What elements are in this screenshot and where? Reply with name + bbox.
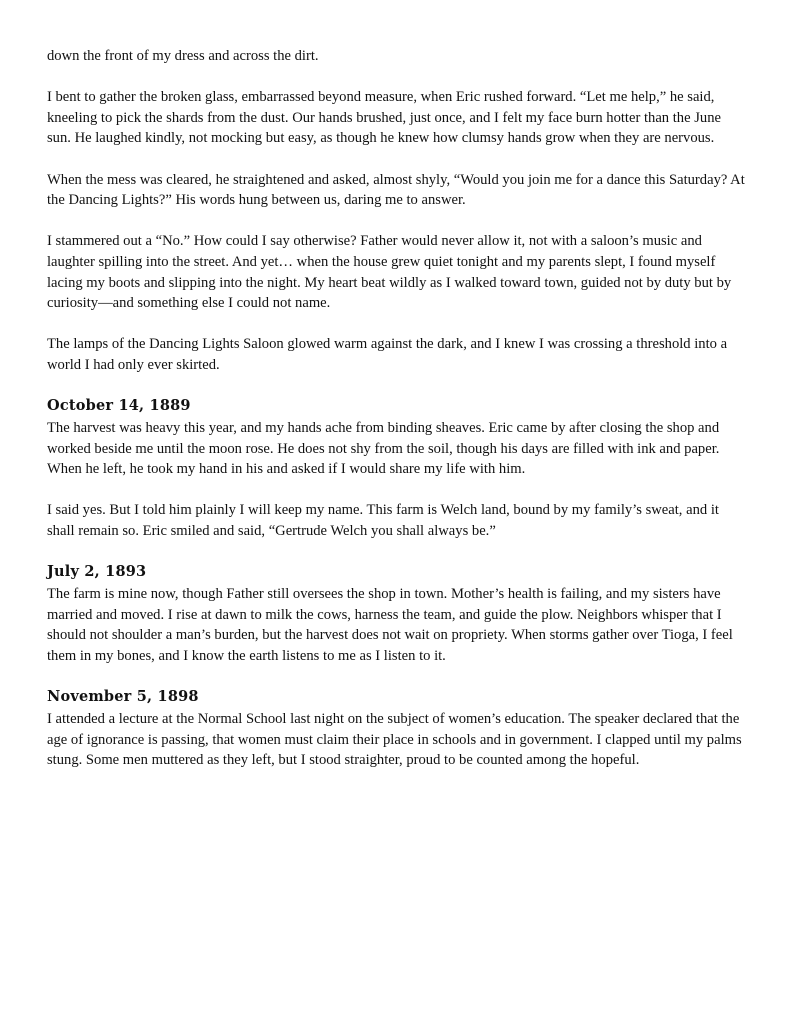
paragraph: I said yes. But I told him plainly I will keep my name. This farm is Welch land, bound by my family’s sweat, and it shall remain so. Eric smiled and said, “Gertrude Welch you shall always be.” — [47, 502, 719, 540]
journal-entry — [47, 396, 747, 542]
entry-date-heading: November 5, 1898 — [47, 688, 199, 706]
paragraph: When the mess was cleared, he straightened and asked, almost shyly, “Would you join me for a dance this Saturday? At the Dancing Lights?” His words hung between us, daring me to answer. — [47, 171, 745, 209]
paragraph: I bent to gather the broken glass, embarrassed beyond measure, when Eric rushed forward. “Let me help,” he said, kneeling to pick the shards from the dust. Our hands brushed, just once, and I felt my face burn hotter than the June sun. He laughed kindly, not mocking but easy, as though he knew how clumsy hands grow when they are nervous. — [47, 89, 721, 147]
journal-entry — [47, 562, 747, 666]
paragraph: The harvest was heavy this year, and my hands ache from binding sheaves. Eric came by after closing the shop and worked beside me until the moon rose. He does not shy from the soil, though his days are filled with ink and paper. When he left, he took my hand in his and asked if I would share my life with him. — [47, 420, 720, 478]
paragraph: down the front of my dress and across the dirt. — [47, 48, 319, 64]
document-page — [47, 46, 747, 792]
journal-entry — [47, 687, 747, 771]
paragraph: The farm is mine now, though Father still oversees the shop in town. Mother’s health is failing, and my sisters have married and moved. I rise at dawn to milk the cows, harness the team, and guide the plow. Neighbors whisper that I should not shoulder a man’s burden, but the harvest does not wait on propriety. When storms gather over Tioga, I feel them in my bones, and I know the earth listens to me as I listen to it. — [47, 586, 733, 665]
entry-date-heading: October 14, 1889 — [47, 397, 191, 415]
paragraph: The lamps of the Dancing Lights Saloon glowed warm against the dark, and I knew I was crossing a threshold into a world I had only ever skirted. — [47, 336, 728, 373]
entry-date-heading: July 2, 1893 — [47, 563, 147, 581]
paragraph: I stammered out a “No.” How could I say otherwise? Father would never allow it, not with a saloon’s music and laughter spilling into the street. And yet… when the house grew quiet tonight and my parents slept, I found myself lacing my boots and slipping into the night. My heart beat wildly as I walked toward town, guided not by duty but by curiosity—and something else I could not name. — [47, 233, 732, 312]
paragraph: I attended a lecture at the Normal School last night on the subject of women’s education. The speaker declared that the age of ignorance is passing, that women must claim their place in schools and in government. I clapped until my palms stung. Some men muttered as they left, but I stood straighter, proud to be counted among the hopeful. — [47, 711, 742, 769]
